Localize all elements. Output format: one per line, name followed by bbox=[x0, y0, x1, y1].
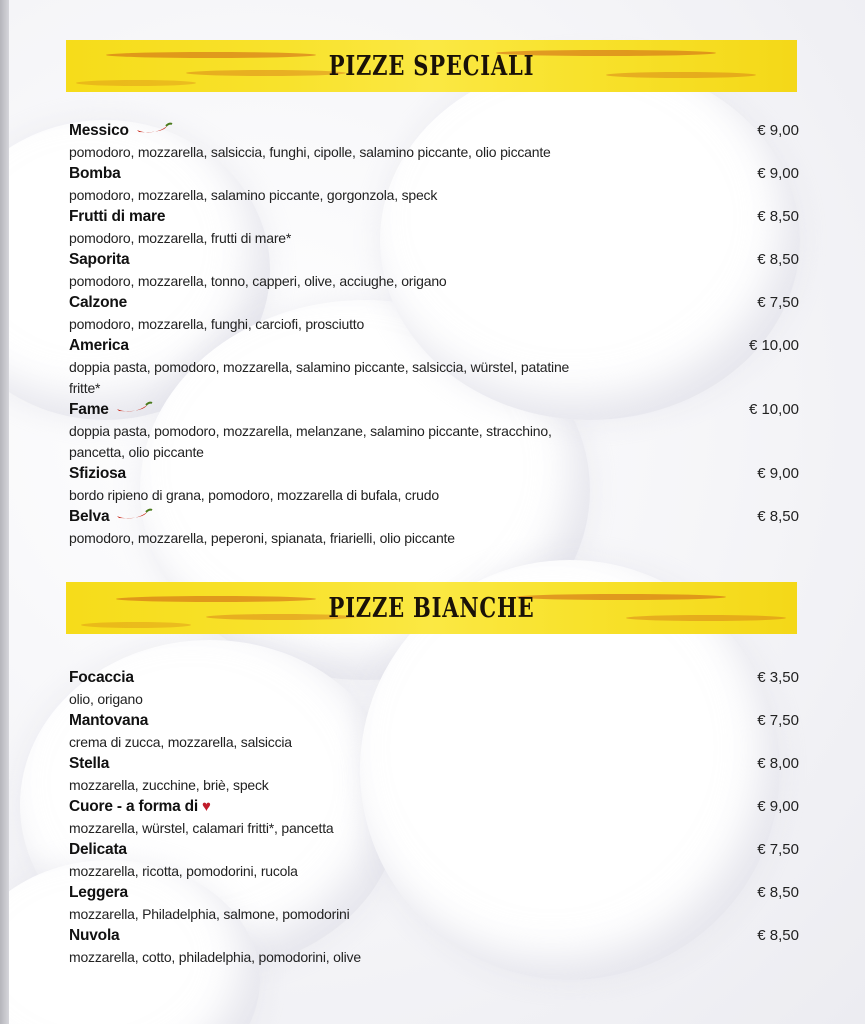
item-price: € 8,50 bbox=[757, 251, 799, 268]
chili-pepper-icon bbox=[135, 120, 173, 142]
menu-item bbox=[69, 925, 799, 968]
menu-item bbox=[69, 796, 799, 839]
item-description: pomodoro, mozzarella, tonno, capperi, olive, acciughe, origano bbox=[69, 273, 447, 289]
item-description: doppia pasta, pomodoro, mozzarella, melanzane, salamino piccante, stracchino, pancetta, olio piccante bbox=[69, 423, 552, 460]
page-edge bbox=[0, 0, 9, 1024]
item-price: € 9,00 bbox=[757, 165, 799, 182]
menu-item bbox=[69, 335, 799, 399]
item-name: Nuvola bbox=[69, 927, 120, 944]
menu-item bbox=[69, 249, 799, 292]
item-price: € 9,00 bbox=[757, 798, 799, 815]
menu-item bbox=[69, 753, 799, 796]
item-description: pomodoro, mozzarella, peperoni, spianata, friarielli, olio piccante bbox=[69, 530, 455, 546]
item-description: mozzarella, ricotta, pomodorini, rucola bbox=[69, 863, 298, 879]
menu-item bbox=[69, 667, 799, 710]
item-price: € 9,00 bbox=[757, 122, 799, 139]
item-price: € 8,50 bbox=[757, 927, 799, 944]
item-price: € 10,00 bbox=[748, 401, 799, 418]
item-price: € 8,50 bbox=[757, 508, 799, 525]
item-price: € 8,50 bbox=[757, 884, 799, 901]
item-name: Sfiziosa bbox=[69, 465, 126, 482]
section-title: PIZZE SPECIALI bbox=[328, 50, 535, 82]
item-description: mozzarella, zucchine, briè, speck bbox=[69, 777, 269, 793]
item-name: Focaccia bbox=[69, 669, 134, 686]
item-description: bordo ripieno di grana, pomodoro, mozzarella di bufala, crudo bbox=[69, 487, 439, 503]
section-banner-speciali bbox=[66, 40, 797, 92]
section-title: PIZZE BIANCHE bbox=[328, 592, 535, 624]
item-name: Leggera bbox=[69, 884, 128, 901]
item-price: € 3,50 bbox=[757, 669, 799, 686]
item-name: Bomba bbox=[69, 165, 121, 182]
menu-list-speciali bbox=[69, 120, 799, 549]
item-name: Mantovana bbox=[69, 712, 149, 729]
item-description: olio, origano bbox=[69, 691, 143, 707]
item-description: pomodoro, mozzarella, frutti di mare* bbox=[69, 230, 292, 246]
menu-item bbox=[69, 399, 799, 463]
item-description: pomodoro, mozzarella, funghi, carciofi, prosciutto bbox=[69, 316, 365, 332]
section-banner-bianche bbox=[66, 582, 797, 634]
item-description: doppia pasta, pomodoro, mozzarella, salamino piccante, salsiccia, würstel, patatine fritte* bbox=[69, 359, 570, 396]
item-name: Calzone bbox=[69, 294, 128, 311]
item-price: € 7,50 bbox=[757, 294, 799, 311]
menu-item bbox=[69, 710, 799, 753]
menu-item bbox=[69, 292, 799, 335]
menu-item bbox=[69, 120, 799, 163]
item-description: mozzarella, würstel, calamari fritti*, pancetta bbox=[69, 820, 334, 836]
item-price: € 7,50 bbox=[757, 712, 799, 729]
chili-pepper-icon bbox=[115, 506, 153, 528]
heart-icon: ♥ bbox=[202, 798, 211, 815]
item-description: mozzarella, Philadelphia, salmone, pomodorini bbox=[69, 906, 350, 922]
item-name: Belva bbox=[69, 508, 110, 526]
item-name: Delicata bbox=[69, 841, 127, 858]
item-description: pomodoro, mozzarella, salsiccia, funghi, cipolle, salamino piccante, olio piccante bbox=[69, 144, 551, 160]
item-description: crema di zucca, mozzarella, salsiccia bbox=[69, 734, 292, 750]
item-description: mozzarella, cotto, philadelphia, pomodorini, olive bbox=[69, 949, 361, 965]
item-name: Stella bbox=[69, 755, 110, 772]
menu-list-bianche bbox=[69, 667, 799, 968]
item-description: pomodoro, mozzarella, salamino piccante, gorgonzola, speck bbox=[69, 187, 438, 203]
chili-pepper-icon bbox=[115, 399, 153, 421]
menu-item bbox=[69, 463, 799, 506]
item-price: € 10,00 bbox=[748, 337, 799, 354]
item-price: € 8,50 bbox=[757, 208, 799, 225]
item-name: Messico bbox=[69, 122, 129, 140]
menu-item bbox=[69, 506, 799, 549]
item-name: Fame bbox=[69, 401, 109, 419]
item-name: Frutti di mare bbox=[69, 208, 166, 225]
menu-item bbox=[69, 839, 799, 882]
menu-item bbox=[69, 163, 799, 206]
item-name: Saporita bbox=[69, 251, 130, 268]
menu-item bbox=[69, 882, 799, 925]
menu-item bbox=[69, 206, 799, 249]
item-name: America bbox=[69, 337, 129, 354]
item-name: Cuore - a forma di bbox=[69, 798, 199, 815]
item-price: € 8,00 bbox=[757, 755, 799, 772]
item-price: € 9,00 bbox=[757, 465, 799, 482]
item-price: € 7,50 bbox=[757, 841, 799, 858]
